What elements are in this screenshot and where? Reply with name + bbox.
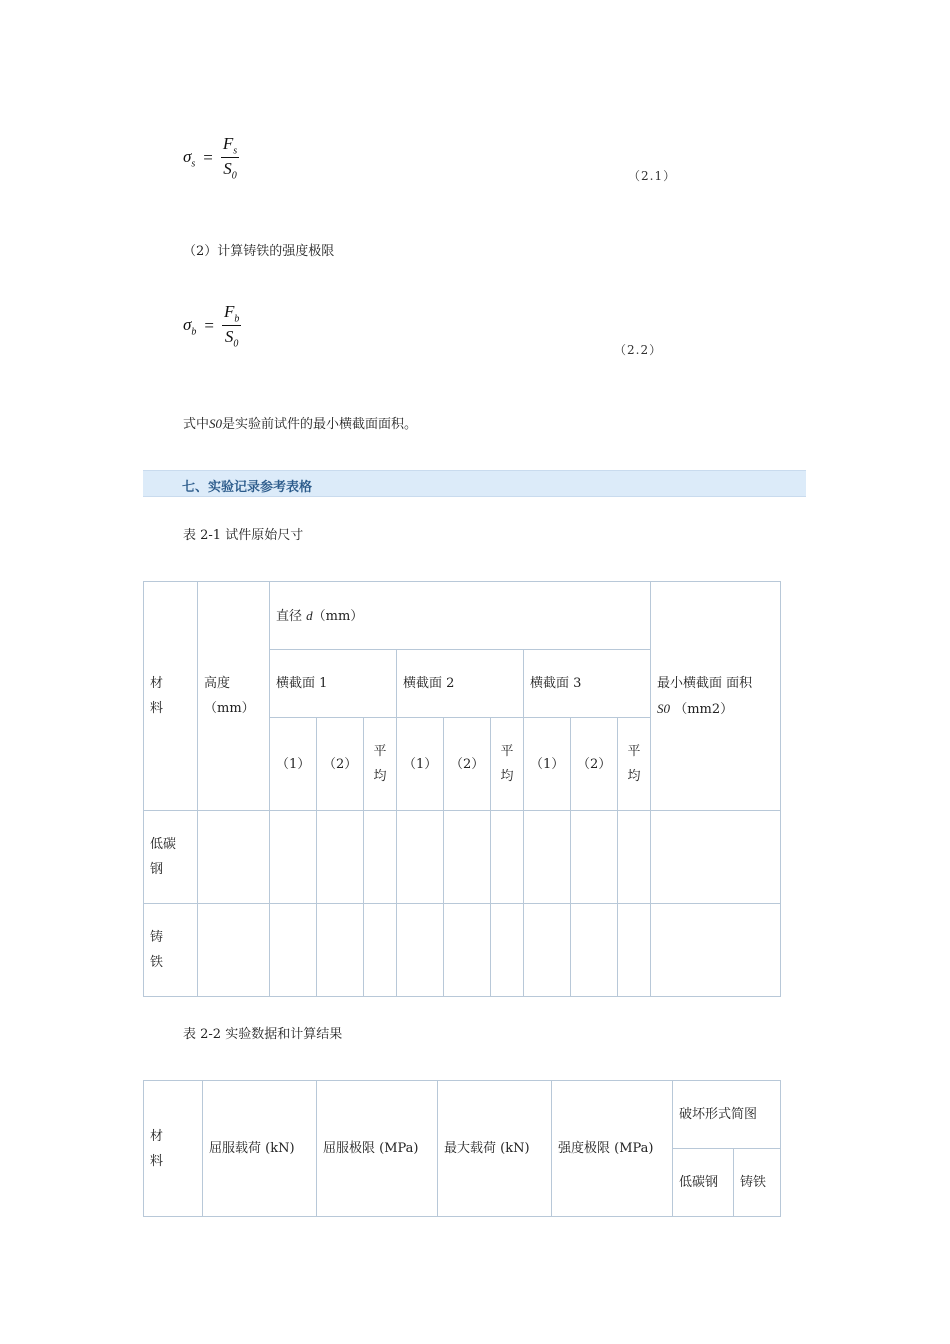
data-cell[interactable] — [198, 811, 270, 904]
sub-col-1: （1） — [397, 718, 444, 811]
note-variable: S0 — [209, 416, 223, 431]
failure-cast-iron: 铸铁 — [734, 1149, 781, 1217]
data-cell[interactable] — [651, 811, 781, 904]
equation-number: （2.2） — [614, 343, 663, 357]
table-row — [144, 904, 781, 997]
data-cell[interactable] — [444, 904, 491, 997]
formula-denominator: $S_0$ — [223, 159, 237, 182]
yield-limit-header: 屈服极限 (MPa) — [317, 1081, 438, 1217]
equals-sign: = — [204, 315, 214, 335]
row-label-low-carbon-steel: 低碳钢 — [144, 811, 198, 904]
formula-numerator: $F_s$ — [222, 134, 238, 157]
data-cell[interactable] — [524, 904, 571, 997]
data-cell[interactable] — [444, 811, 491, 904]
data-cell[interactable] — [571, 811, 618, 904]
formula-strength-limit — [183, 302, 241, 350]
diameter-header-cell — [270, 582, 651, 650]
section-2-header: 横截面 2 — [397, 650, 524, 718]
table1-caption: 表 2-1 试件原始尺寸 — [183, 528, 304, 543]
row-label-cast-iron: 铸铁 — [144, 904, 198, 997]
material-header-cell: 材料 — [144, 1081, 203, 1217]
data-cell[interactable] — [397, 904, 444, 997]
min-area-unit: （mm2） — [674, 701, 734, 717]
formula-symbol: $\sigma_b$ — [183, 314, 197, 338]
diameter-unit: （mm） — [312, 608, 364, 624]
data-cell[interactable] — [364, 904, 397, 997]
note-suffix: 是实验前试件的最小横截面面积。 — [222, 417, 418, 432]
section-1-header: 横截面 1 — [270, 650, 397, 718]
max-load-header: 最大载荷 (kN) — [438, 1081, 552, 1217]
material-header: 材料 — [150, 676, 164, 716]
sub-col-2: （2） — [571, 718, 618, 811]
height-unit: （mm） — [204, 701, 255, 716]
failure-mode-header: 破坏形式简图 — [673, 1081, 781, 1149]
height-header: 高度 — [204, 676, 231, 691]
sub-col-average: 平均 — [618, 718, 651, 811]
min-area-label: 最小横截面 面积 — [657, 675, 753, 691]
sub-col-2: （2） — [444, 718, 491, 811]
diameter-label: 直径 — [276, 608, 303, 624]
diameter-variable: d — [306, 607, 313, 623]
data-cell[interactable] — [571, 904, 618, 997]
strength-limit-header: 强度极限 (MPa) — [552, 1081, 673, 1217]
data-cell[interactable] — [491, 904, 524, 997]
sub-col-average: 平均 — [491, 718, 524, 811]
data-cell[interactable] — [651, 904, 781, 997]
sub-col-1: （1） — [270, 718, 317, 811]
failure-low-carbon-steel: 低碳钢 — [673, 1149, 734, 1217]
table-row — [144, 811, 781, 904]
note-prefix: 式中 — [183, 417, 210, 432]
material-header-cell — [144, 582, 198, 811]
data-cell[interactable] — [397, 811, 444, 904]
data-cell[interactable] — [198, 904, 270, 997]
sub-col-average: 平均 — [364, 718, 397, 811]
data-cell[interactable] — [524, 811, 571, 904]
formula-yield-stress — [183, 134, 239, 182]
formula-symbol: $\sigma_s$ — [183, 146, 196, 170]
section-header — [143, 470, 806, 497]
table-experiment-results — [143, 1080, 781, 1217]
note-text — [183, 413, 417, 432]
sub-col-2: （2） — [317, 718, 364, 811]
sub-col-1: （1） — [524, 718, 571, 811]
formula-fraction — [221, 134, 239, 182]
equation-number: （2.1） — [628, 169, 677, 183]
data-cell[interactable] — [618, 904, 651, 997]
equals-sign: = — [203, 147, 213, 167]
data-cell[interactable] — [491, 811, 524, 904]
min-area-variable: S0 — [657, 700, 671, 716]
section-3-header: 横截面 3 — [524, 650, 651, 718]
formula-fraction — [222, 302, 241, 350]
data-cell[interactable] — [317, 904, 364, 997]
step-2-text: （2）计算铸铁的强度极限 — [183, 244, 335, 259]
table2-caption: 表 2-2 实验数据和计算结果 — [183, 1027, 343, 1042]
data-cell[interactable] — [317, 811, 364, 904]
data-cell[interactable] — [270, 811, 317, 904]
data-cell[interactable] — [364, 811, 397, 904]
table-specimen-dimensions — [143, 581, 781, 997]
data-cell[interactable] — [618, 811, 651, 904]
data-cell[interactable] — [270, 904, 317, 997]
formula-denominator: $S_0$ — [224, 327, 239, 350]
formula-numerator: $F_b$ — [223, 302, 240, 325]
height-header-cell — [198, 582, 270, 811]
yield-load-header: 屈服载荷 (kN) — [203, 1081, 317, 1217]
min-area-header-cell — [651, 582, 781, 811]
section-title: 七、实验记录参考表格 — [182, 480, 313, 495]
